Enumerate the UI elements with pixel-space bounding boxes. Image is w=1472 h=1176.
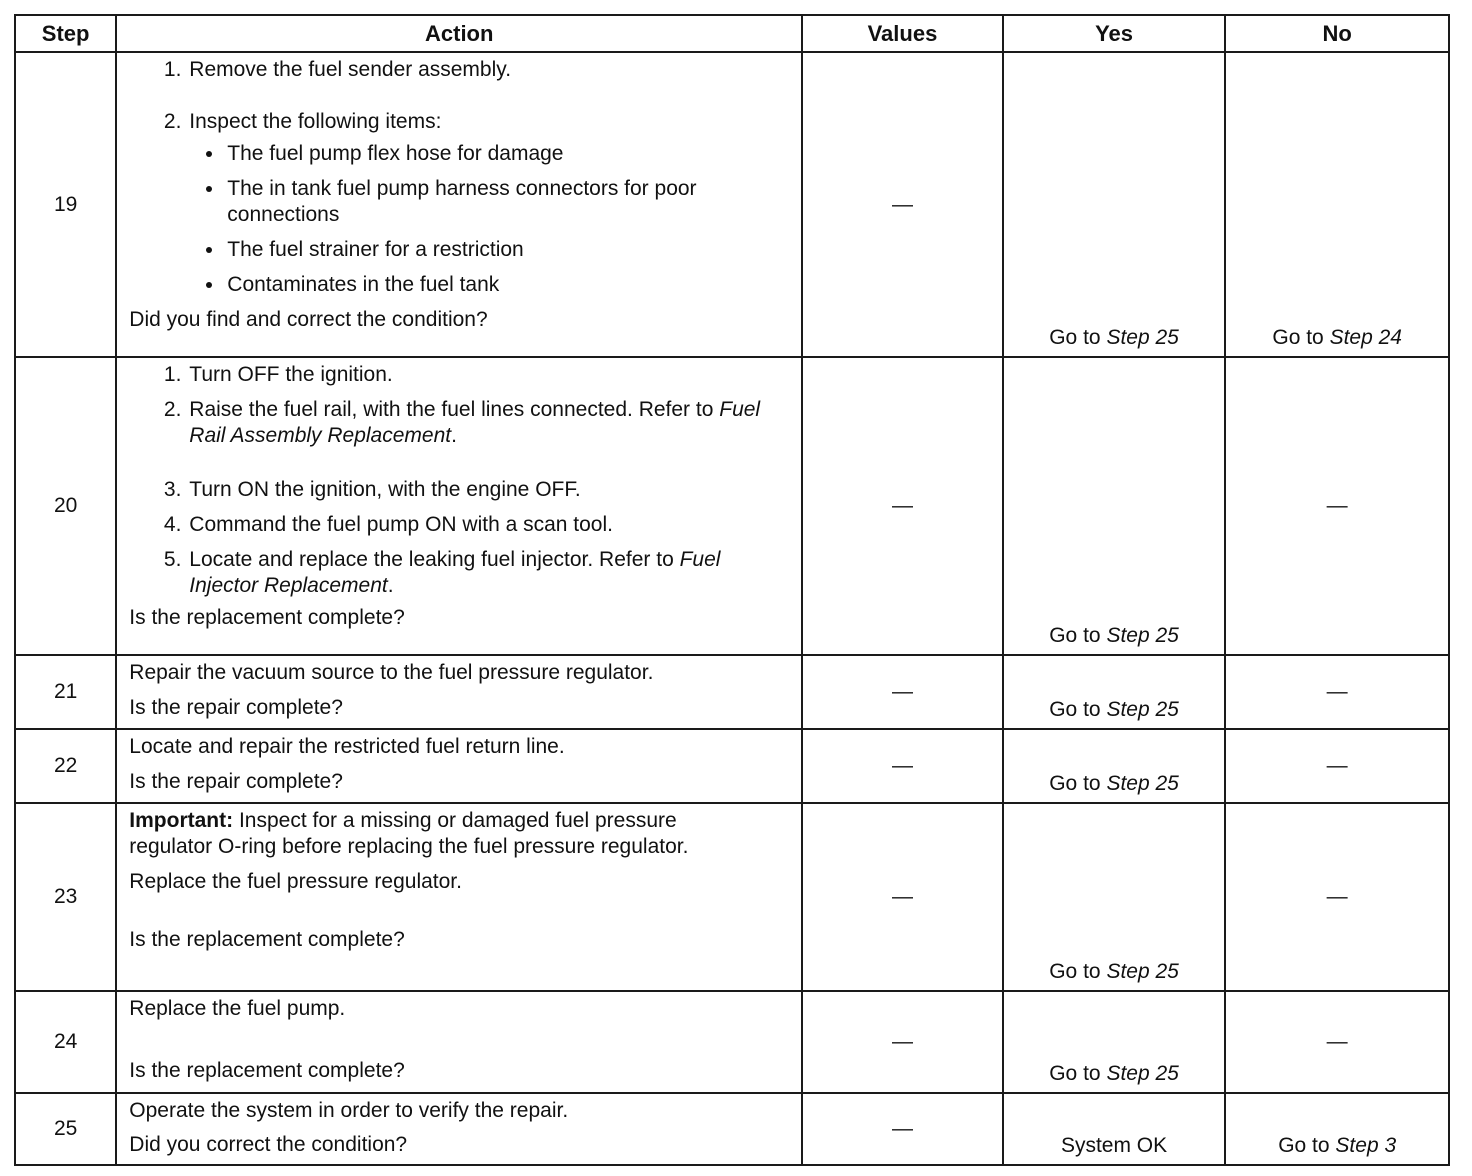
action-question: Is the replacement complete? xyxy=(129,606,405,629)
yes-cell: Go to Step 25 xyxy=(1003,655,1226,729)
action-item: 2. Inspect the following items: • The fuel pump flex hose for damage • The in tank fuel pump harness connectors for poor connections • The fuel strainer for a restriction • Contaminates in the fuel tank xyxy=(187,109,791,298)
values-dash: — xyxy=(891,754,913,777)
table-row xyxy=(15,655,1449,729)
values-dash: — xyxy=(891,1117,913,1140)
no-cell xyxy=(1225,803,1449,991)
values-dash: — xyxy=(891,192,913,216)
no-dash: — xyxy=(1326,754,1348,777)
action-question: Is the replacement complete? xyxy=(129,1059,405,1082)
table-row xyxy=(15,1093,1449,1165)
action-text: Replace the fuel pressure regulator. xyxy=(129,870,462,893)
values-dash: — xyxy=(891,1030,913,1053)
action-item: 1. Turn OFF the ignition. xyxy=(187,362,791,388)
values-cell xyxy=(802,1093,1003,1165)
no-cell xyxy=(1225,729,1449,803)
action-cell xyxy=(116,52,802,357)
values-cell xyxy=(802,803,1003,991)
reference-link[interactable]: Fuel Injector Replacement xyxy=(189,548,721,597)
no-step-link[interactable]: Step 3 xyxy=(1335,1134,1397,1157)
action-question: Did you correct the condition? xyxy=(129,1133,408,1156)
no-cell: Go to Step 24 xyxy=(1225,52,1449,357)
action-item: 3. Turn ON the ignition, with the engine OFF. xyxy=(187,477,791,503)
table-row xyxy=(15,729,1449,803)
yes-cell xyxy=(1003,1093,1226,1165)
values-cell xyxy=(802,991,1003,1093)
action-cell xyxy=(116,803,802,991)
table-row xyxy=(15,52,1449,357)
header-no: No xyxy=(1225,15,1449,52)
table-row xyxy=(15,803,1449,991)
step-number: 21 xyxy=(15,655,116,729)
action-text: Repair the vacuum source to the fuel pressure regulator. xyxy=(129,661,654,684)
yes-cell: Go to Step 25 xyxy=(1003,52,1226,357)
no-cell: Go to Step 3 xyxy=(1225,1093,1449,1165)
inspection-list xyxy=(189,141,791,298)
action-question: Is the repair complete? xyxy=(129,770,343,793)
step-number: 23 xyxy=(15,803,116,991)
header-action: Action xyxy=(116,15,802,52)
yes-step-link[interactable]: Step 25 xyxy=(1106,698,1179,721)
diagnostic-table xyxy=(14,14,1450,1166)
no-dash: — xyxy=(1326,885,1348,908)
action-question: Did you find and correct the condition? xyxy=(129,308,488,331)
values-dash: — xyxy=(891,680,913,703)
yes-cell: Go to Step 25 xyxy=(1003,991,1226,1093)
important-label: Important: xyxy=(129,809,234,832)
system-ok-text: System OK xyxy=(1060,1134,1168,1157)
values-dash: — xyxy=(891,885,913,908)
action-cell xyxy=(116,991,802,1093)
no-dash: — xyxy=(1326,680,1348,703)
action-cell xyxy=(116,655,802,729)
action-cell xyxy=(116,1093,802,1165)
no-cell xyxy=(1225,357,1449,655)
list-item: • The in tank fuel pump harness connectors for poor connections xyxy=(225,176,791,228)
action-text: Replace the fuel pump. xyxy=(129,997,346,1020)
action-cell xyxy=(116,357,802,655)
header-values: Values xyxy=(802,15,1003,52)
header-step: Step xyxy=(15,15,116,52)
action-question: Is the replacement complete? xyxy=(129,928,405,951)
action-item: 5. Locate and replace the leaking fuel injector. Refer to Fuel Injector Replacement. xyxy=(187,547,791,599)
yes-step-link[interactable]: Step 25 xyxy=(1106,960,1179,983)
no-dash: — xyxy=(1326,1030,1348,1053)
no-cell xyxy=(1225,655,1449,729)
yes-step-link[interactable]: Step 25 xyxy=(1106,624,1179,647)
header-row xyxy=(15,15,1449,52)
important-note: Important: Inspect for a missing or damaged fuel pressure regulator O-ring before replacing the fuel pressure regulator. xyxy=(129,809,689,858)
no-cell xyxy=(1225,991,1449,1093)
values-cell xyxy=(802,52,1003,357)
values-cell xyxy=(802,357,1003,655)
step-number: 19 xyxy=(15,52,116,357)
list-item: • Contaminates in the fuel tank xyxy=(225,272,791,298)
table-row xyxy=(15,991,1449,1093)
reference-link[interactable]: Fuel Rail Assembly Replacement xyxy=(189,398,761,447)
table-row xyxy=(15,357,1449,655)
list-item: • The fuel pump flex hose for damage xyxy=(225,141,791,167)
action-item: 4. Command the fuel pump ON with a scan tool. xyxy=(187,512,791,538)
action-question: Is the repair complete? xyxy=(129,696,343,719)
action-text: Locate and repair the restricted fuel return line. xyxy=(129,735,565,758)
values-dash: — xyxy=(891,494,913,517)
action-item: 1. Remove the fuel sender assembly. xyxy=(187,57,791,83)
action-text: Operate the system in order to verify the repair. xyxy=(129,1099,569,1122)
list-item: • The fuel strainer for a restriction xyxy=(225,237,791,263)
yes-step-link[interactable]: Step 25 xyxy=(1106,326,1179,349)
yes-cell: Go to Step 25 xyxy=(1003,729,1226,803)
no-dash: — xyxy=(1326,494,1348,517)
step-number: 22 xyxy=(15,729,116,803)
step-number: 24 xyxy=(15,991,116,1093)
step-number: 20 xyxy=(15,357,116,655)
header-yes: Yes xyxy=(1003,15,1226,52)
no-step-link[interactable]: Step 24 xyxy=(1329,326,1402,349)
action-cell xyxy=(116,729,802,803)
yes-step-link[interactable]: Step 25 xyxy=(1106,772,1179,795)
yes-cell: Go to Step 25 xyxy=(1003,803,1226,991)
values-cell xyxy=(802,655,1003,729)
step-number: 25 xyxy=(15,1093,116,1165)
action-item: 2. Raise the fuel rail, with the fuel lines connected. Refer to Fuel Rail Assembly Replacement. xyxy=(187,397,791,449)
yes-cell: Go to Step 25 xyxy=(1003,357,1226,655)
values-cell xyxy=(802,729,1003,803)
yes-step-link[interactable]: Step 25 xyxy=(1106,1062,1179,1085)
